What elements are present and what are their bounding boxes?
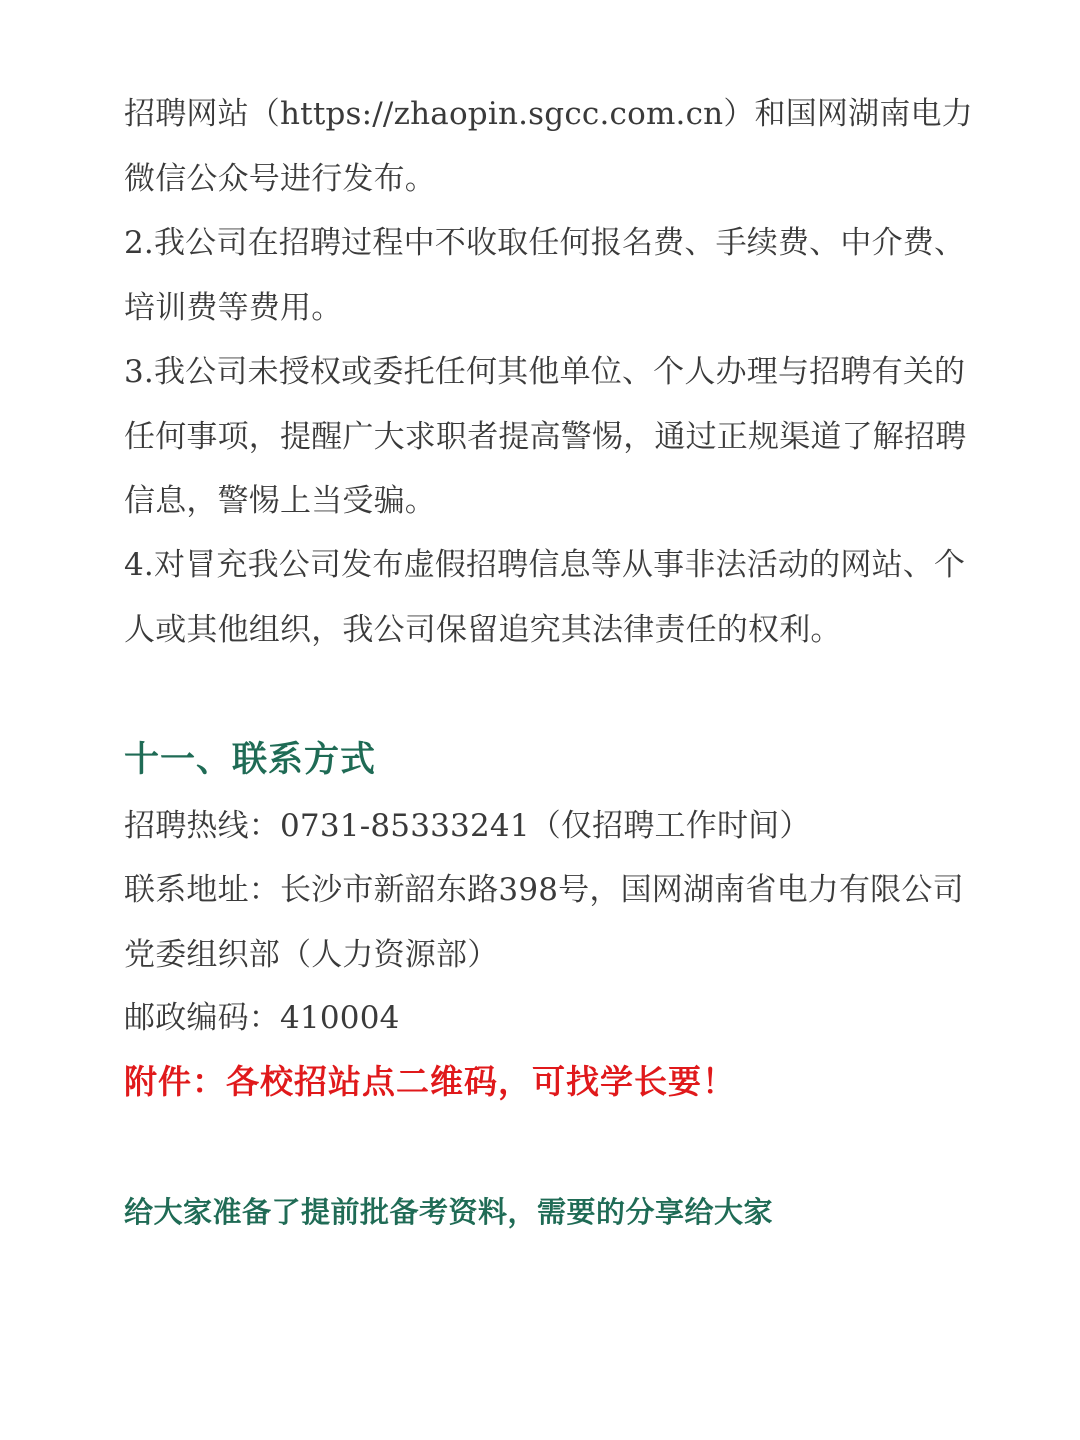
section-heading-contact: 十一、联系方式 — [124, 739, 377, 780]
attachment-note: 附件：各校招站点二维码，可找学长要！ — [124, 1062, 736, 1101]
paragraph-legal-rights: 4.对冒充我公司发布虚假招聘信息等从事非法活动的网站、个人或其他组织，我公司保留追究其法律责任的权利。 — [124, 547, 966, 648]
contact-hotline: 招聘热线：0731-85333241（仅招聘工作时间） — [124, 808, 811, 844]
paragraph-no-authorization: 3.我公司未授权或委托任何其他单位、个人办理与招聘有关的任何事项，提醒广大求职者提高警惕，通过正规渠道了解招聘信息，警惕上当受骗。 — [124, 354, 967, 519]
contact-address: 联系地址：长沙市新韶东路398号，国网湖南省电力有限公司党委组织部（人力资源部） — [124, 872, 964, 973]
paragraph-no-fees: 2.我公司在招聘过程中不收取任何报名费、手续费、中介费、培训费等费用。 — [124, 225, 966, 326]
paragraph-website-notice: 招聘网站（https://zhaopin.sgcc.com.cn）和国网湖南电力微信公众号进行发布。 — [124, 96, 973, 197]
contact-postcode: 邮政编码：410004 — [124, 1000, 400, 1036]
share-note: 给大家准备了提前批备考资料，需要的分享给大家 — [124, 1195, 774, 1229]
